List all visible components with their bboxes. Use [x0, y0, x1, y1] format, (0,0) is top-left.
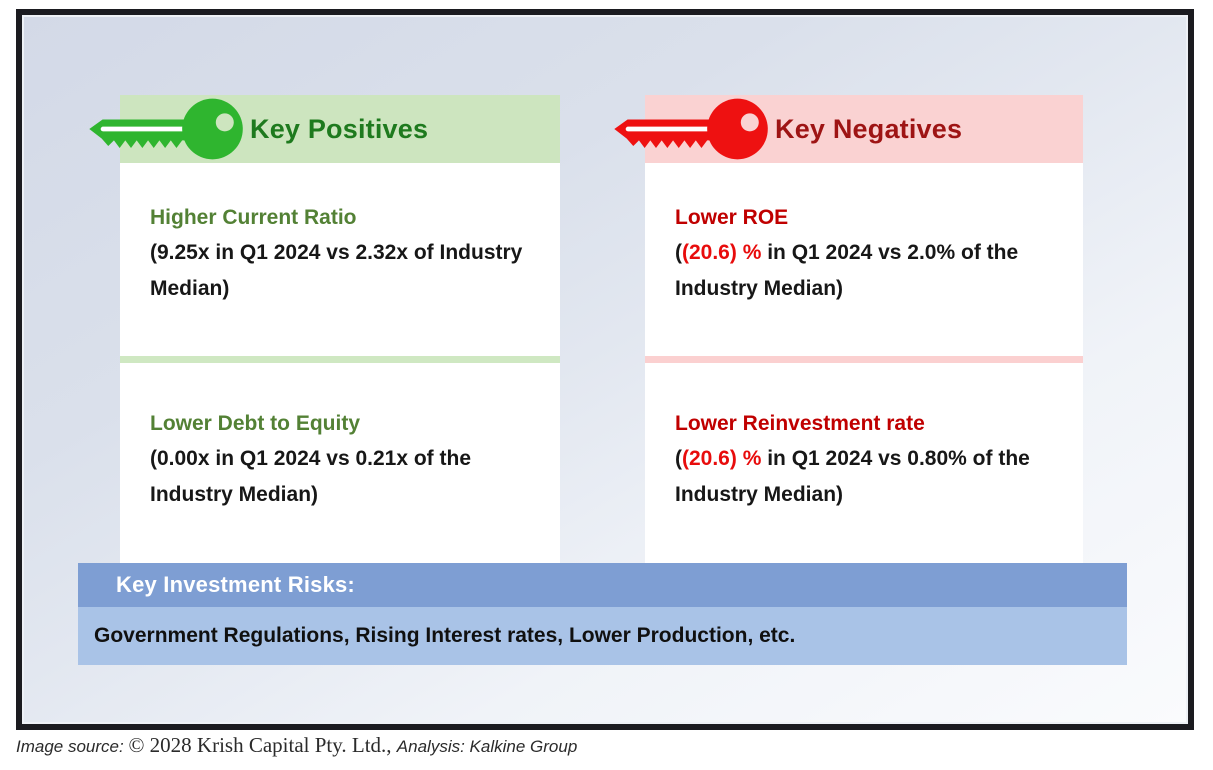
negatives-card: [645, 163, 1083, 563]
positives-card: [120, 163, 560, 563]
copyright-text: © 2028 Krish Capital Pty. Ltd.,: [128, 733, 397, 757]
risks-content-bar: [78, 607, 1127, 665]
green-key-icon: [86, 93, 248, 165]
negative-item-title: Lower Reinvestment rate: [675, 412, 925, 435]
detail-highlight: (20.6) %: [682, 447, 762, 470]
image-source-label: Image source:: [16, 737, 129, 756]
key-positives-header-bar: [120, 95, 560, 163]
positive-item-debt-to-equity: [120, 363, 560, 563]
key-negatives-header-bar: [645, 95, 1083, 163]
detail-rest: in Q1 2024 vs 2.0% of the Industry Median): [675, 241, 1019, 300]
attribution: [16, 733, 577, 758]
infographic-frame: [16, 9, 1194, 730]
negative-item-roe: [645, 163, 1083, 356]
positive-item-current-ratio: [120, 163, 560, 356]
positive-item-detail: (0.00x in Q1 2024 vs 0.21x of the Industry Median): [150, 447, 472, 506]
positive-item-title: Lower Debt to Equity: [150, 412, 360, 435]
risks-content: Government Regulations, Rising Interest rates, Lower Production, etc.: [94, 624, 796, 647]
positive-item-detail: (9.25x in Q1 2024 vs 2.32x of Industry Median): [150, 241, 523, 300]
detail-highlight: (20.6) %: [682, 241, 762, 264]
risks-title: Key Investment Risks:: [116, 572, 355, 597]
detail-prefix: (: [675, 241, 682, 264]
detail-rest: in Q1 2024 vs 0.80% of the Industry Median): [675, 447, 1030, 506]
negative-item-detail: [675, 441, 1059, 513]
key-positives-title: Key Positives: [250, 113, 429, 144]
red-key-icon: [611, 93, 773, 165]
key-investment-risks-banner: [78, 563, 1127, 665]
negative-item-title: Lower ROE: [675, 206, 789, 229]
positive-item-title: Higher Current Ratio: [150, 206, 357, 229]
positives-divider: [120, 356, 560, 363]
detail-prefix: (: [675, 447, 682, 470]
analysis-credit: Analysis: Kalkine Group: [396, 737, 578, 756]
negative-item-reinvestment-rate: [645, 363, 1083, 563]
negatives-divider: [645, 356, 1083, 363]
negative-item-detail: [675, 235, 1059, 307]
risks-header-bar: [78, 563, 1127, 607]
key-negatives-title: Key Negatives: [775, 113, 963, 144]
